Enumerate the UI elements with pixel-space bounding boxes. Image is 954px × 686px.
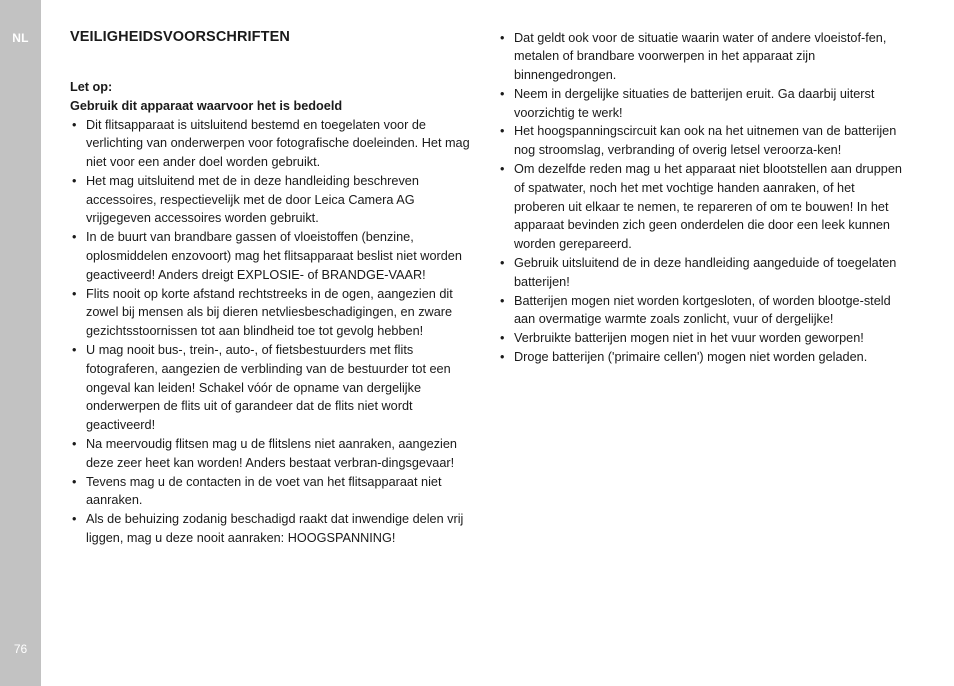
language-label: NL bbox=[12, 31, 29, 45]
list-item bbox=[498, 348, 904, 367]
bullet-icon: • bbox=[500, 331, 505, 346]
bullet-icon: • bbox=[500, 86, 505, 101]
subheading: Gebruik dit apparaat waarvoor het is bedoeld bbox=[70, 99, 343, 113]
right-bullet-list bbox=[498, 29, 904, 367]
list-item bbox=[70, 172, 474, 228]
list-item bbox=[70, 285, 474, 341]
page-number: 76 bbox=[13, 642, 28, 656]
list-item-text: Dit flitsapparaat is uitsluitend bestemd en toegelaten voor de verlichting van onderwerpen voor fotografische doeleinden. Het mag niet voor een ander doel worden gebruikt. bbox=[86, 117, 470, 170]
list-item bbox=[498, 329, 904, 348]
list-item bbox=[70, 341, 474, 435]
list-item-text: Het mag uitsluitend met de in deze handleiding beschreven accessoires, respectievelijk met de door Leica Camera AG vrijgegeven accessoires worden gebruikt. bbox=[86, 173, 419, 226]
bullet-icon: • bbox=[72, 512, 77, 527]
list-item bbox=[498, 122, 904, 160]
list-item-text: Dat geldt ook voor de situatie waarin water of andere vloeistof-fen, metalen of brandbare voorwerpen in het apparaat zijn binnengedrongen. bbox=[514, 30, 887, 83]
bullet-icon: • bbox=[500, 293, 505, 308]
list-item-text: Droge batterijen ('primaire cellen') mogen niet worden geladen. bbox=[514, 350, 868, 365]
bullet-icon: • bbox=[72, 173, 77, 188]
list-item-text: Het hoogspanningscircuit kan ook na het uitnemen van de batterijen nog stroomslag, verbranding of overig letsel veroorza-ken! bbox=[514, 124, 897, 158]
list-item bbox=[498, 292, 904, 330]
list-item bbox=[498, 85, 904, 123]
list-item-text: Flits nooit op korte afstand rechtstreeks in de ogen, aangezien dit zowel bij mensen als bij dieren netvliesbeschadigingen, en zware gezichtsstoornissen tot aan blindheid toe tot gevolg hebben! bbox=[86, 286, 453, 339]
list-item-text: In de buurt van brandbare gassen of vloeistoffen (benzine, oplosmiddelen enzovoort) mag het flitsapparaat beslist niet worden geactiveerd! Anders dreigt EXPLOSIE- of BRANDGE-VAAR! bbox=[86, 230, 462, 282]
list-item-text: Neem in dergelijke situaties de batterijen eruit. Ga daarbij uiterst voorzichtig te werk! bbox=[514, 86, 875, 120]
bullet-icon: • bbox=[72, 230, 77, 245]
bullet-icon: • bbox=[72, 286, 77, 301]
list-item-text: Gebruik uitsluitend de in deze handleiding aangeduide of toegelaten batterijen! bbox=[514, 256, 897, 289]
list-item bbox=[498, 29, 904, 85]
list-item bbox=[498, 254, 904, 292]
note-label: Let op: bbox=[70, 80, 113, 94]
bullet-icon: • bbox=[500, 162, 505, 177]
bullet-icon: • bbox=[500, 30, 505, 45]
list-item-text: Batterijen mogen niet worden kortgesloten, of worden blootge-steld aan overmatige warmte zoals zonlicht, vuur of dergelijke! bbox=[514, 293, 891, 327]
list-item bbox=[70, 116, 474, 172]
bullet-icon: • bbox=[72, 117, 77, 132]
bullet-icon: • bbox=[500, 124, 505, 139]
list-item-text: Als de behuizing zodanig beschadigd raakt dat inwendige delen vrij liggen, mag u deze nooit aanraken: HOOGSPANNING! bbox=[86, 512, 464, 546]
list-item-text: U mag nooit bus-, trein-, auto-, of fietsbestuurders met flits fotograferen, aangezien de verblinding van de bestuurder tot een ongeval kan leiden! Schakel vóór de opname van dergelijke onderwerpen de flits uit of garandeer dat de flits niet wordt geactiveerd! bbox=[86, 343, 451, 433]
bullet-icon: • bbox=[72, 437, 77, 452]
bullet-icon: • bbox=[72, 474, 77, 489]
list-item bbox=[70, 435, 474, 473]
list-item-text: Verbruikte batterijen mogen niet in het vuur worden geworpen! bbox=[514, 331, 864, 346]
left-bullet-list bbox=[70, 116, 474, 548]
list-item-text: Tevens mag u de contacten in de voet van het flitsapparaat niet aanraken. bbox=[86, 474, 442, 508]
list-item bbox=[70, 510, 474, 548]
list-item-text: Om dezelfde reden mag u het apparaat niet blootstellen aan druppen of spatwater, noch het met vochtige handen aanraken, of het proberen uit elkaar te nemen, te repareren of om te bouwen! In het apparaat bevinden zich geen onderdelen die door een leek kunnen worden gerepareerd. bbox=[514, 162, 902, 252]
bullet-icon: • bbox=[500, 256, 505, 271]
list-item bbox=[498, 160, 904, 254]
list-item bbox=[70, 473, 474, 511]
bullet-icon: • bbox=[72, 343, 77, 358]
list-item bbox=[70, 228, 474, 284]
side-tab bbox=[0, 0, 41, 686]
list-item-text: Na meervoudig flitsen mag u de flitslens niet aanraken, aangezien deze zeer heet kan worden! Anders bestaat verbran-dingsgevaar! bbox=[86, 437, 457, 470]
section-title: VEILIGHEIDSVOORSCHRIFTEN bbox=[70, 29, 290, 45]
bullet-icon: • bbox=[500, 350, 505, 365]
